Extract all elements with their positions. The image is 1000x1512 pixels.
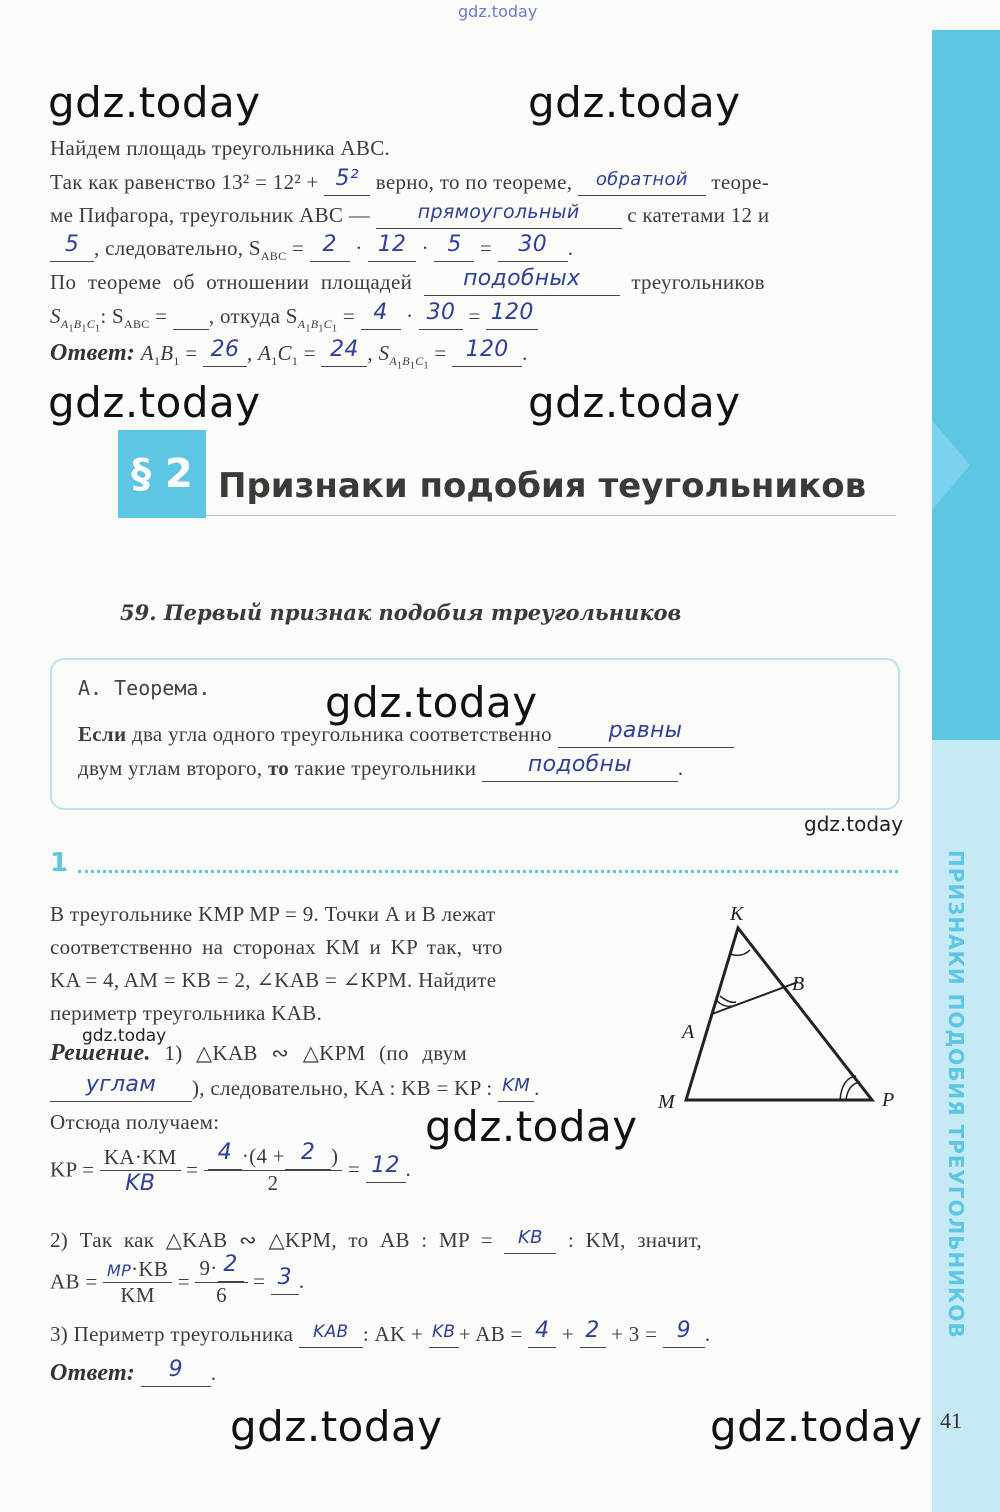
section-rule [206,515,896,516]
vertex-label-b: B [792,973,805,995]
solution-line: 2) Так как △KAB ∾ △KPM, то AB : MP = KB : KM, значит, [50,1227,702,1252]
watermark: gdz.today [48,78,261,127]
problem-line: KA = 4, AM = KB = 2, ∠KAB = ∠KPM. Найдите [50,968,497,992]
vertex-label-p: P [882,1089,895,1111]
problem-line: периметр треугольника KAB. [50,1001,323,1025]
intro-line: $S_{A_1B_1C_1}$: $S_{ABC}$ = , откуда $S_{A_1B_1C_1} = 4 \cdot 30 = 120$ [50,304,538,335]
theorem-line: двум углам второго, то такие треугольники подобны . [78,752,684,780]
section-title: Признаки подобия теугольников [218,466,867,506]
intro-line: 5 , следовательно, $S_{ABC} = 2 \cdot 12 \cdot 5 = 30$ . [50,236,573,264]
section-badge: § 2 [118,430,206,518]
intro-line: По теореме об отношении площадей подобных треугольников [50,266,765,294]
watermark: gdz.today [528,78,741,127]
watermark: gdz.today [528,378,741,427]
solution-line: углам ), следовательно, KA : KB = KP : KM . [50,1076,540,1102]
solution-line: Отсюда получаем: [50,1110,220,1134]
solution-line: Решение. 1) △KAB ∾ △KPM (по двум [50,1040,467,1066]
ab-formula: AB = $\frac{MP\cdot KB}{KM}$ = $\frac{9\cdot 2}{6}$ = 3 . [50,1252,305,1307]
task-number: 1 [50,848,69,878]
watermark: gdz.today [425,1102,638,1151]
vertex-label-a: A [682,1021,695,1043]
problem-line: В треугольнике KMP MP = 9. Точки A и B лежат [50,902,496,926]
sidebar-vertical-title: ПРИЗНАКИ ПОДОБИЯ ТРЕУГОЛЬНИКОВ [944,850,968,1339]
vertex-label-m: M [658,1091,675,1113]
watermark: gdz.today [48,378,261,427]
page-number: 41 [940,1408,962,1433]
topic-title: 59. Первый признак подобия треугольников [120,600,682,625]
watermark-small: gdz.today [82,1026,167,1046]
solution-line: 3) Периметр треугольника KAB : AK + KB + AB = 4 + 2 + 3 = 9 . [50,1318,711,1346]
triangle-figure [650,896,910,1126]
intro-line: Найдем площадь треугольника ABC. [50,136,391,160]
sidebar-arrow [932,420,972,510]
watermark: gdz.today [230,1402,443,1451]
task-dotted-rule [78,870,898,873]
kp-formula: KP = $\frac{KA\cdot KM}{KB}$ = $\frac{4 \cdot(4 + 2 )}{2}$ = 12 . [50,1140,412,1196]
intro-line: Так как равенство 13² = 12² + 5² верно, то по теореме, обратной теоре- [50,166,770,194]
watermark: gdz.today [325,678,538,727]
watermark-small: gdz.today [804,812,904,836]
theorem-line: Если два угла одного треугольника соответственно равны [78,722,734,748]
intro-answer: Ответ: $A_1B_1 = 26$ , $A_1C_1 = 24$ , $S_{A_1B_1C_1} = 120$ . [50,337,528,372]
intro-line: ме Пифагора, треугольник ABC — прямоугольный с катетами 12 и [50,201,770,227]
problem-line: соответственно на сторонах KM и KP так, что [50,935,503,959]
watermark-top: gdz.today [458,2,538,21]
task-answer: Ответ: 9 . [50,1357,217,1386]
theorem-label: А. Теорема. [78,676,211,700]
vertex-label-k: K [730,903,744,925]
watermark: gdz.today [710,1402,923,1451]
